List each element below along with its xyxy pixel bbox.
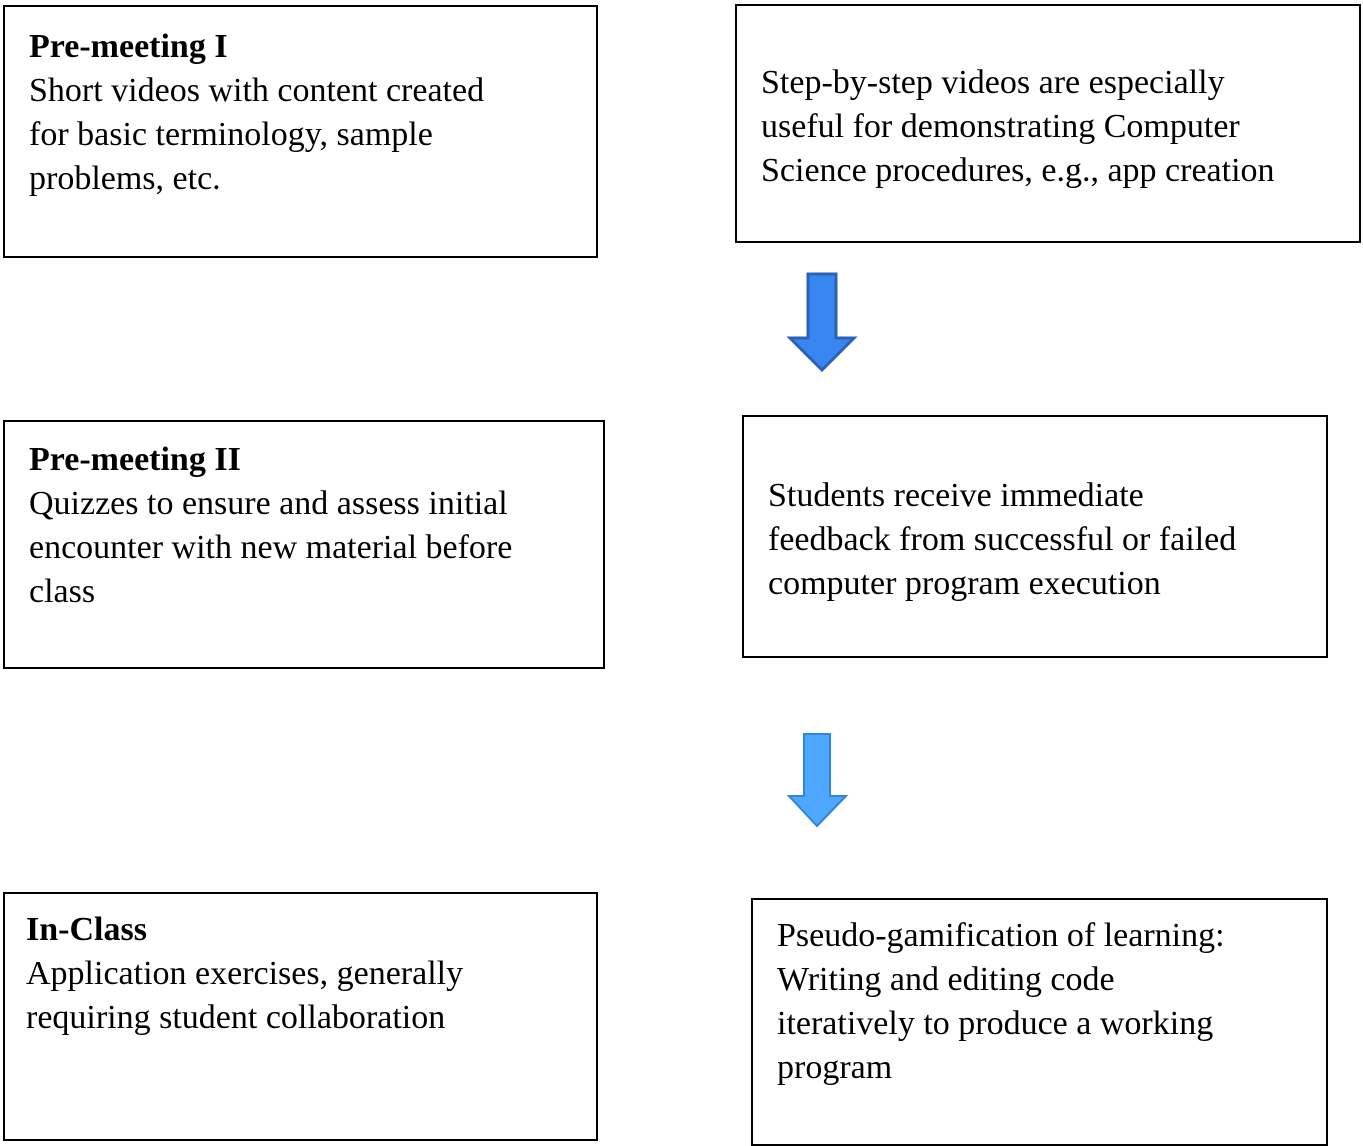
pseudo-gamification-line-4: program bbox=[777, 1049, 893, 1086]
pre-meeting-2-line-1: Quizzes to ensure and assess initial bbox=[29, 485, 508, 522]
in-class-line-2: requiring student collaboration bbox=[26, 999, 446, 1036]
pseudo-gamification-box bbox=[751, 898, 1328, 1146]
pre-meeting-1-title: Pre-meeting I bbox=[29, 28, 228, 65]
pre-meeting-1-line-3: problems, etc. bbox=[29, 160, 221, 197]
in-class-title: In-Class bbox=[26, 911, 147, 948]
pseudo-gamification-line-3: iteratively to produce a working bbox=[777, 1005, 1214, 1042]
immediate-feedback-line-3: computer program execution bbox=[768, 565, 1161, 602]
step-by-step-line-3: Science procedures, e.g., app creation bbox=[761, 152, 1275, 189]
immediate-feedback-line-2: feedback from successful or failed bbox=[768, 521, 1237, 558]
step-by-step-line-2: useful for demonstrating Computer bbox=[761, 108, 1240, 145]
pre-meeting-2-title: Pre-meeting II bbox=[29, 441, 241, 478]
pre-meeting-1-box bbox=[3, 5, 598, 258]
pseudo-gamification-line-1: Pseudo-gamification of learning: bbox=[777, 917, 1225, 954]
pseudo-gamification-line-2: Writing and editing code bbox=[777, 961, 1115, 998]
step-by-step-line-1: Step-by-step videos are especially bbox=[761, 64, 1225, 101]
down-arrow-icon-1 bbox=[786, 272, 858, 374]
pre-meeting-2-line-3: class bbox=[29, 573, 96, 610]
pre-meeting-2-box bbox=[3, 420, 605, 669]
down-arrow-icon-2 bbox=[786, 732, 850, 830]
immediate-feedback-box bbox=[742, 415, 1328, 658]
pre-meeting-2-line-2: encounter with new material before bbox=[29, 529, 513, 566]
in-class-line-1: Application exercises, generally bbox=[26, 955, 464, 992]
immediate-feedback-line-1: Students receive immediate bbox=[768, 477, 1144, 514]
step-by-step-videos-box bbox=[735, 4, 1361, 243]
pre-meeting-1-line-2: for basic terminology, sample bbox=[29, 116, 433, 153]
pre-meeting-1-line-1: Short videos with content created bbox=[29, 72, 485, 109]
in-class-box bbox=[3, 892, 598, 1141]
